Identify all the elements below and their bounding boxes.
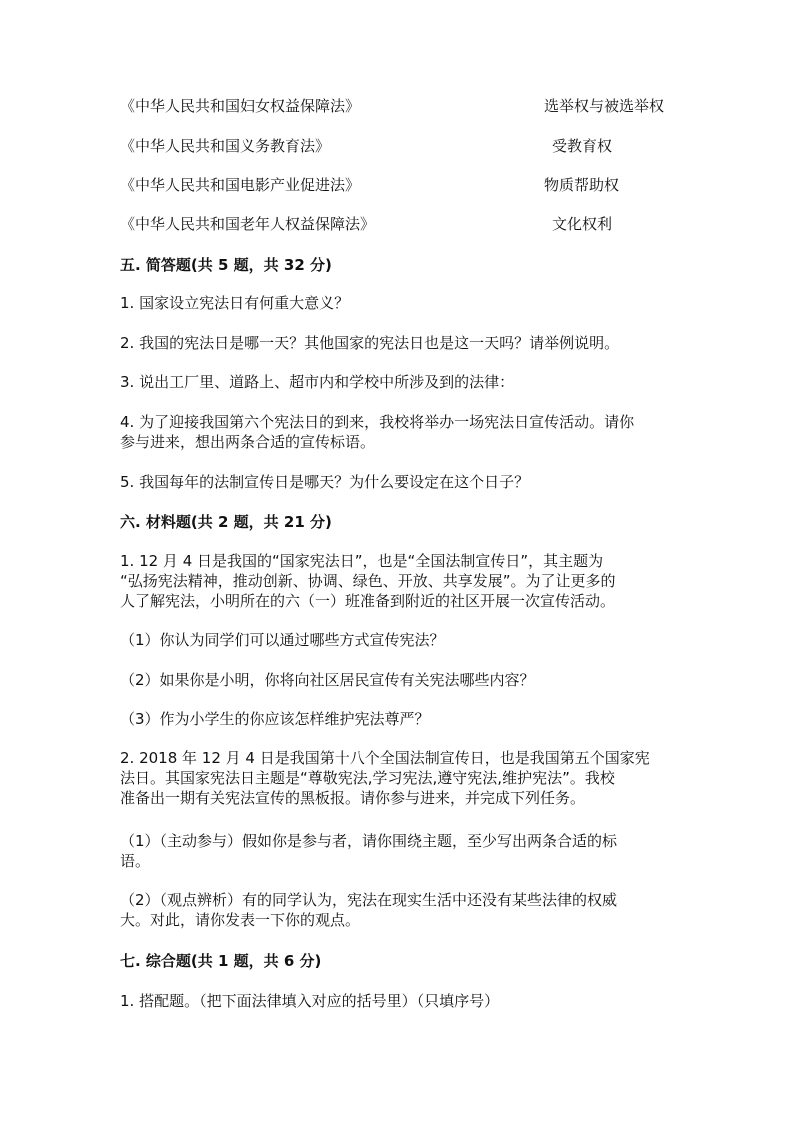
section-6-material-1 xyxy=(120,551,665,611)
material-1-line-1: 1. 12 月 4 日是我国的“国家宪法日”，也是“全国法制宣传日”，其主题为 xyxy=(120,552,604,570)
material-2-sub1-line-1: （1）（主动参与）假如你是参与者，请你围绕主题，至少写出两条合适的标 xyxy=(120,832,618,850)
material-1-subquestion-3: （3）作为小学生的你应该怎样维护宪法尊严？ xyxy=(120,710,430,728)
material-2-sub2-line-2: 大。对此，请你发表一下你的观点。 xyxy=(120,911,361,929)
section-6-material-2 xyxy=(120,748,665,808)
law-item-compulsory-education: 《中华人民共和国义务教育法》 xyxy=(120,137,331,155)
material-2-sub2-line-1: （2）（观点辨析）有的同学认为，宪法在现实生活中还没有某些法律的权威 xyxy=(120,891,618,909)
material-1-line-3: 人了解宪法，小明所在的六（一）班准备到附近的社区开展一次宣传活动。 xyxy=(120,592,616,610)
section-7-question-1: 1. 搭配题。（把下面法律填入对应的括号里）（只填序号） xyxy=(120,992,500,1010)
right-item-cultural-rights: 文化权利 xyxy=(552,215,613,233)
right-item-education: 受教育权 xyxy=(552,137,613,155)
section-5-question-1: 1. 国家设立宪法日有何重大意义？ xyxy=(120,294,350,312)
material-1-subquestion-2: （2）如果你是小明，你将向社区居民宣传有关宪法哪些内容？ xyxy=(120,671,535,689)
material-2-subquestion-1 xyxy=(120,831,665,871)
material-2-line-3: 准备出一期有关宪法宣传的黑板报。请你参与进来，并完成下列任务。 xyxy=(120,789,586,807)
law-item-elderly-rights: 《中华人民共和国老年人权益保障法》 xyxy=(120,215,376,233)
section-5-question-2: 2. 我国的宪法日是哪一天？其他国家的宪法日也是这一天吗？请举例说明。 xyxy=(120,334,620,352)
material-2-line-1: 2. 2018 年 12 月 4 日是我国第十八个全国法制宣传日，也是我国第五个国家宪 xyxy=(120,749,650,767)
section-5-heading: 五. 简答题(共 5 题，共 32 分) xyxy=(120,256,332,274)
material-2-line-2: 法日。其国家宪法日主题是“尊敬宪法,学习宪法,遵守宪法,维护宪法”。我校 xyxy=(120,769,615,787)
right-item-election-rights: 选举权与被选举权 xyxy=(544,97,665,115)
section-7-heading: 七. 综合题(共 1 题，共 6 分) xyxy=(120,952,322,970)
right-item-material-assistance: 物质帮助权 xyxy=(544,176,620,194)
law-item-women-rights: 《中华人民共和国妇女权益保障法》 xyxy=(120,97,361,115)
question-4-line-2: 参与进来，想出两条合适的宣传标语。 xyxy=(120,433,376,451)
material-1-line-2: “弘扬宪法精神，推动创新、协调、绿色、开放、共享发展”。为了让更多的 xyxy=(120,572,616,590)
material-1-subquestion-1: （1）你认为同学们可以通过哪些方式宣传宪法？ xyxy=(120,631,445,649)
material-2-subquestion-2 xyxy=(120,890,665,930)
question-4-line-1: 4. 为了迎接我国第六个宪法日的到来，我校将举办一场宪法日宣传活动。请你 xyxy=(120,413,635,431)
law-item-film-industry: 《中华人民共和国电影产业促进法》 xyxy=(120,176,361,194)
section-5-question-5: 5. 我国每年的法制宣传日是哪天？为什么要设定在这个日子？ xyxy=(120,473,530,491)
material-2-sub1-line-2: 语。 xyxy=(120,852,151,870)
section-5-question-4 xyxy=(120,412,665,452)
section-6-heading: 六. 材料题(共 2 题，共 21 分) xyxy=(120,513,332,531)
section-5-question-3: 3. 说出工厂里、道路上、超市内和学校中所涉及到的法律： xyxy=(120,373,515,391)
